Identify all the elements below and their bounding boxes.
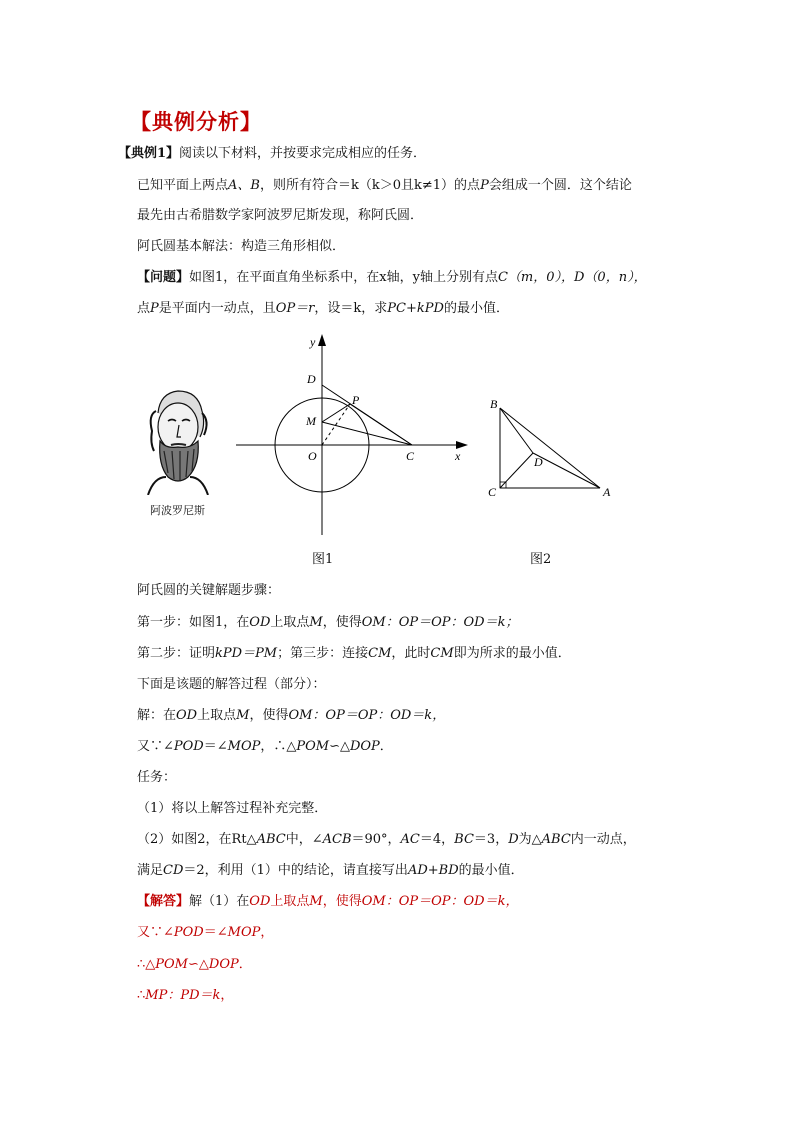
answer-line2 [137, 924, 273, 942]
s2c: ；第三步：连接 [277, 646, 369, 661]
tasks-heading: 任务： [137, 770, 177, 785]
sol1b: OD [176, 708, 198, 723]
s1e: ，使得 [322, 615, 362, 630]
fig1-label-x: x [455, 449, 461, 463]
s2g: 即为所求的最小值． [453, 646, 571, 661]
sol2a: 又∵∠ [137, 739, 174, 754]
fig2-side-AB [500, 408, 600, 488]
t2j: D [508, 832, 519, 847]
a3a: ∴△ [137, 957, 156, 972]
sol1f: OM：OP＝OP：OD＝k， [288, 708, 446, 723]
fig1-label-C: C [406, 449, 415, 463]
figure-2 [480, 390, 620, 505]
portrait-image [138, 385, 218, 495]
a1b: OD [249, 894, 271, 909]
problem-line2 [137, 300, 509, 318]
fig1-label-P: P [352, 393, 360, 407]
a4a: ∴ [137, 988, 146, 1003]
t2e: ＝90°， [351, 832, 401, 847]
fig2-caption: 图2 [530, 552, 552, 567]
partial-solution-heading: 下面是该题的解答过程（部分）： [137, 677, 326, 692]
fig1-line-OP [322, 404, 350, 445]
p2-f: PC+kPD [387, 301, 444, 316]
t2i: ＝3， [473, 832, 509, 847]
p2-a: 点 [137, 301, 151, 316]
s1c: 上取点 [270, 615, 310, 630]
section-title: 【典例分析】 [130, 109, 262, 134]
t2b: ABC [256, 832, 286, 847]
s2a: 第二步：证明 [137, 646, 216, 661]
s2e: ，此时 [391, 646, 431, 661]
fig1-caption: 图1 [312, 552, 334, 567]
para1-d: ＝k（k＞0且k≠1）的点 [337, 178, 481, 193]
fig1-y-arrow [318, 334, 326, 346]
a2e: ， [260, 925, 274, 940]
step1 [137, 614, 518, 632]
fig2-line-AD [533, 453, 600, 488]
para3: 阿氏圆基本解法：构造三角形相似． [137, 239, 346, 254]
s1d: M [309, 615, 323, 630]
figure-1 [230, 330, 480, 545]
t3a: 满足 [137, 863, 164, 878]
a3b: POM [155, 957, 188, 972]
para1-f: 会组成一个圆．这个结论 [488, 178, 632, 193]
step2 [137, 645, 571, 663]
t2a: （2）如图2，在Rt△ [137, 832, 257, 847]
t2g: ＝4， [419, 832, 455, 847]
t2f: AC [400, 832, 420, 847]
fig1-label-M: M [306, 414, 316, 428]
fig2-line-CD [500, 453, 533, 488]
a1c: 上取点 [270, 894, 310, 909]
answer-line3 [137, 956, 252, 974]
example-intro: 阅读以下材料，并按要求完成相应的任务． [179, 146, 427, 161]
para1-c: ，则所有符合 [259, 178, 338, 193]
t2l: ABC [541, 832, 571, 847]
fig1-x-arrow [456, 441, 468, 449]
t3e: 的最小值． [458, 863, 524, 878]
a4c: ， [220, 988, 234, 1003]
problem-tag: 【问题】 [137, 270, 190, 285]
problem-line1-a: 如图1，在平面直角坐标系中，在x轴，y轴上分别有点 [189, 270, 498, 285]
p2-d: OP＝r [275, 301, 315, 316]
p2-e: ，设＝k，求 [314, 301, 388, 316]
a1e: ，使得 [322, 894, 362, 909]
portrait-caption: 阿波罗尼斯 [150, 504, 205, 517]
t2h: BC [454, 832, 474, 847]
answer-line4 [137, 987, 233, 1005]
fig1-label-O: O [308, 449, 317, 463]
para1-b: A、B [228, 178, 260, 193]
para2: 最先由古希腊数学家阿波罗尼斯发现，称阿氏圆． [137, 208, 424, 223]
para1-e: P [480, 178, 489, 193]
sol2i: ． [379, 739, 393, 754]
fig1-line-MP [322, 404, 350, 422]
a1a: 解（1）在 [189, 894, 250, 909]
task-2-line2 [137, 862, 524, 880]
sol2c: ＝∠ [203, 739, 228, 754]
fig1-label-y: y [310, 335, 316, 349]
a2a: 又∵∠ [137, 925, 174, 940]
problem-line1-b: C（m，0），D（0，n）， [497, 270, 647, 285]
t2k: 为△ [518, 832, 542, 847]
sol2e: ，∴△ [260, 739, 297, 754]
task-1: （1）将以上解答过程补充完整． [137, 801, 328, 816]
t3d: AD+BD [407, 863, 459, 878]
a3e: ． [238, 957, 252, 972]
a2d: MOP [227, 925, 261, 940]
sol1c: 上取点 [197, 708, 237, 723]
sol2f: POM [296, 739, 330, 754]
solution-line1 [137, 707, 445, 725]
sol1e: ，使得 [249, 708, 289, 723]
fig1-line-PC [350, 404, 412, 445]
t2c: 中，∠ [285, 832, 323, 847]
a2c: ＝∠ [203, 925, 228, 940]
s2f: CM [430, 646, 454, 661]
steps-heading: 阿氏圆的关键解题步骤： [137, 583, 281, 598]
fig1-line-MC [322, 422, 412, 445]
s2d: CM [368, 646, 392, 661]
problem-line1 [137, 269, 647, 287]
sol2h: DOP [349, 739, 380, 754]
sol1d: M [236, 708, 250, 723]
answer-tag: 【解答】 [137, 894, 190, 909]
s1f: OM：OP＝OP：OD＝k； [361, 615, 519, 630]
s1a: 第一步：如图1，在 [137, 615, 250, 630]
sol2b: POD [173, 739, 204, 754]
t3b: CD [163, 863, 184, 878]
a1f: OM：OP＝OP：OD＝k， [361, 894, 519, 909]
answer-line1 [137, 893, 518, 911]
fig2-label-D: D [534, 455, 543, 469]
sol2d: MOP [227, 739, 261, 754]
a3d: DOP [208, 957, 239, 972]
s2b: kPD＝PM [215, 646, 278, 661]
para1-a: 已知平面上两点 [137, 178, 229, 193]
fig2-label-C: C [488, 485, 497, 499]
example-intro-line [118, 145, 426, 163]
solution-line2 [137, 738, 393, 756]
sol1a: 解：在 [137, 708, 177, 723]
sol2g: ∽△ [329, 739, 350, 754]
fig2-label-B: B [490, 397, 498, 411]
t2m: 内一动点， [570, 832, 636, 847]
fig2-label-A: A [603, 485, 611, 499]
fig1-label-D: D [307, 372, 316, 386]
p2-c: 是平面内一动点，且 [158, 301, 276, 316]
s1b: OD [249, 615, 271, 630]
t3c: ＝2，利用（1）中的结论，请直接写出 [183, 863, 408, 878]
para1 [137, 177, 632, 195]
a1d: M [309, 894, 323, 909]
p2-b: P [150, 301, 159, 316]
a3c: ∽△ [188, 957, 209, 972]
a4b: MP：PD＝k [145, 988, 221, 1003]
a2b: POD [173, 925, 204, 940]
example-tag: 【典例1】 [118, 146, 180, 161]
task-2-line1 [137, 831, 636, 849]
t2d: ACB [322, 832, 352, 847]
p2-g: 的最小值． [443, 301, 509, 316]
